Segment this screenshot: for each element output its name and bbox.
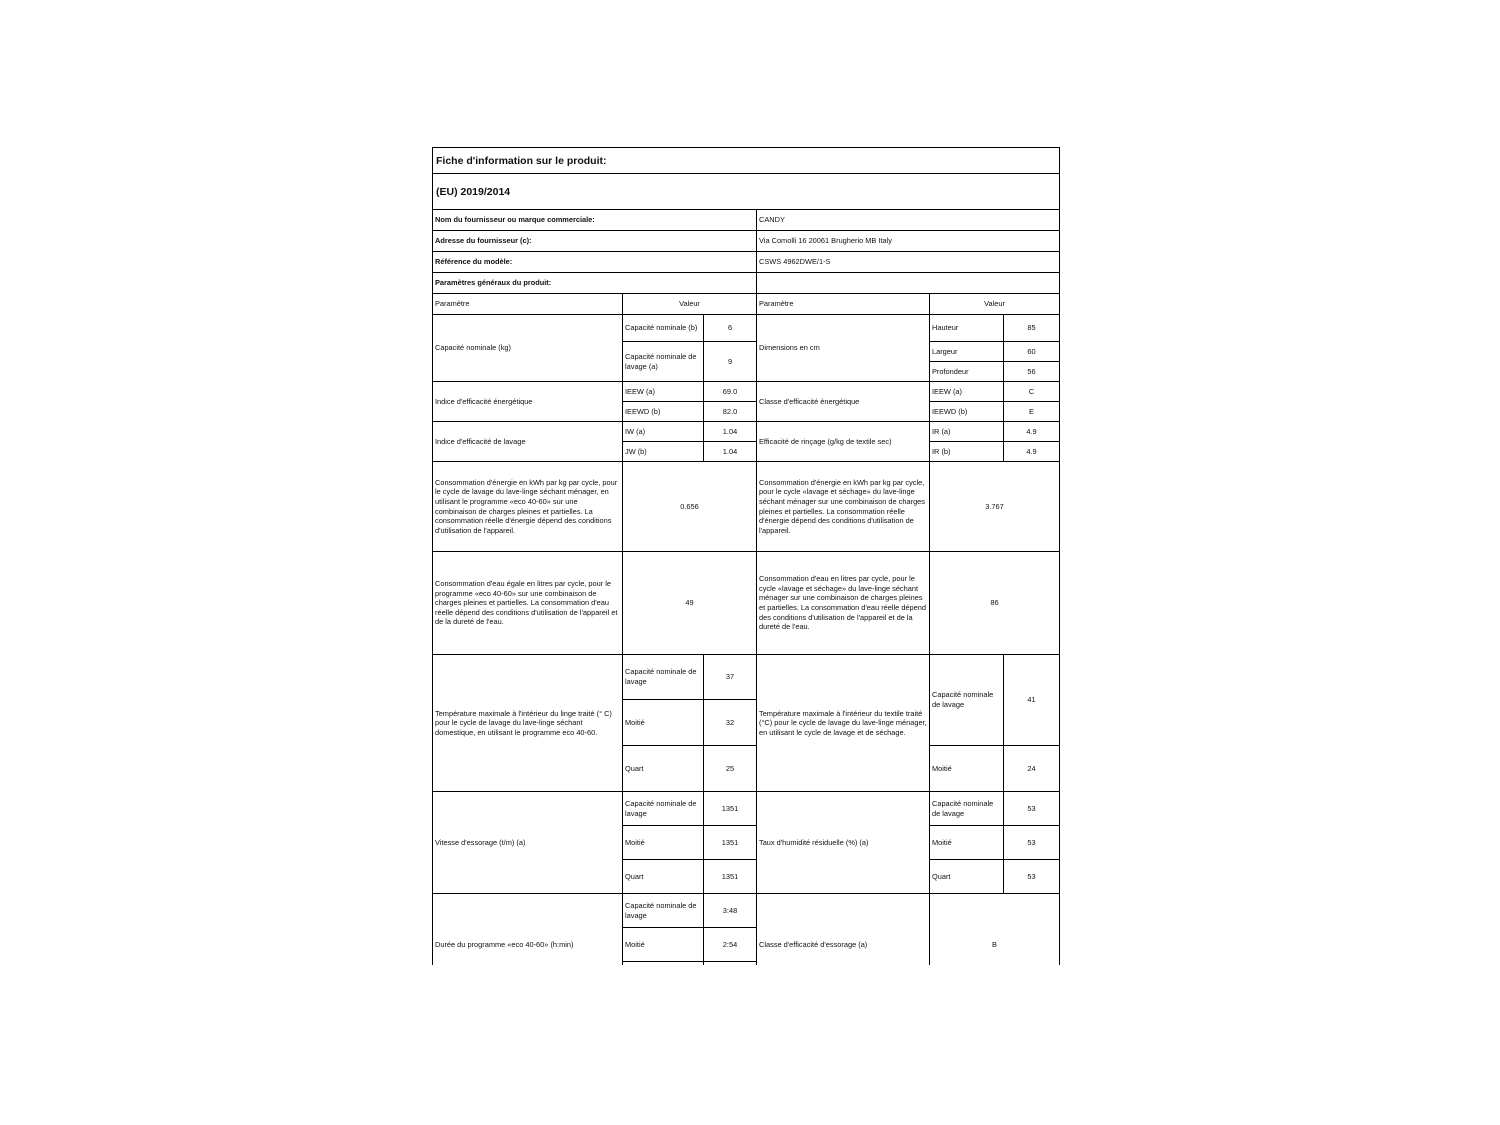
eei-label: Indice d'efficacité énergétique bbox=[433, 382, 623, 422]
temperature-val-1: 37 bbox=[704, 655, 757, 700]
table-row bbox=[433, 792, 1060, 826]
capacity-val-2: 9 bbox=[704, 342, 757, 382]
supplier-name-value: CANDY bbox=[757, 210, 1060, 231]
supplier-address-label: Adresse du fournisseur (c): bbox=[433, 231, 757, 252]
water-cons-label-2: Consommation d'eau en litres par cycle, pour le cycle «lavage et séchage» du lave-linge séchant ménager sur une combinaison de charges pleines et partielles. La consommation d'eau réelle dépend des conditions d'utilisation de l'appareil et de la dureté de l'eau. bbox=[757, 552, 930, 655]
regulation-reference: (EU) 2019/2014 bbox=[432, 173, 1060, 210]
moisture-val-3: 53 bbox=[1004, 860, 1060, 894]
table-row bbox=[433, 252, 1060, 273]
temperature-2-sub-2: Moitié bbox=[930, 746, 1004, 792]
energy-class-val-2: E bbox=[1004, 402, 1060, 422]
header-value: Valeur bbox=[623, 294, 757, 315]
duration-val-3-empty bbox=[704, 962, 757, 966]
moisture-val-2: 53 bbox=[1004, 826, 1060, 860]
depth-label: Profondeur bbox=[930, 362, 1004, 382]
temperature-2-val-1: 41 bbox=[1004, 655, 1060, 746]
spin-val-3: 1351 bbox=[704, 860, 757, 894]
spin-sub-1: Capacité nominale de lavage bbox=[623, 792, 704, 826]
duration-sub-2: Moitié bbox=[623, 928, 704, 962]
wash-eff-sub-1: IW (a) bbox=[623, 422, 704, 442]
depth-value: 56 bbox=[1004, 362, 1060, 382]
water-cons-value: 49 bbox=[623, 552, 757, 655]
energy-class-sub-2: IEEWD (b) bbox=[930, 402, 1004, 422]
temperature-val-2: 32 bbox=[704, 700, 757, 746]
table-row bbox=[433, 894, 1060, 928]
eei-val-2: 82.0 bbox=[704, 402, 757, 422]
duration-sub-3-empty bbox=[623, 962, 704, 966]
wash-eff-label: Indice d'efficacité de lavage bbox=[433, 422, 623, 462]
energy-cons-value: 0.656 bbox=[623, 462, 757, 552]
sheet-title: Fiche d'information sur le produit: bbox=[432, 147, 1060, 174]
temperature-sub-1: Capacité nominale de lavage bbox=[623, 655, 704, 700]
general-parameters-label: Paramètres généraux du produit: bbox=[433, 273, 757, 294]
capacity-sub-1: Capacité nominale (b) bbox=[623, 315, 704, 342]
rinse-eff-val-1: 4.9 bbox=[1004, 422, 1060, 442]
supplier-address-value: Via Comolli 16 20061 Brugherio MB Italy bbox=[757, 231, 1060, 252]
model-reference-label: Référence du modèle: bbox=[433, 252, 757, 273]
duration-val-1: 3:48 bbox=[704, 894, 757, 928]
dimensions-label: Dimensions en cm bbox=[757, 315, 930, 382]
energy-cons-label-2: Consommation d'énergie en kWh par kg par cycle, pour le cycle «lavage et séchage» du lave-linge séchant ménager sur une combinaison de charges pleines et partielles. La consommation réelle d'énergie dépend des conditions d'utilisation de l'appareil. bbox=[757, 462, 930, 552]
duration-label: Durée du programme «eco 40-60» (h:min) bbox=[433, 894, 623, 966]
table-row bbox=[433, 552, 1060, 655]
spin-sub-2: Moitié bbox=[623, 826, 704, 860]
moisture-sub-1: Capacité nominale de lavage bbox=[930, 792, 1004, 826]
table-row bbox=[433, 273, 1060, 294]
energy-cons-value-2: 3.767 bbox=[930, 462, 1060, 552]
temperature-label: Température maximale à l'intérieur du linge traité (° C) pour le cycle de lavage du lave-linge séchant domestique, en utilisant le programme eco 40-60. bbox=[433, 655, 623, 792]
temperature-label-2: Température maximale à l'intérieur du textile traité (°C) pour le cycle de lavage du lave-linge ménager, en utilisant le cycle de lavage et de séchage. bbox=[757, 655, 930, 792]
rinse-eff-sub-1: IR (a) bbox=[930, 422, 1004, 442]
header-value-2: Valeur bbox=[930, 294, 1060, 315]
width-label: Largeur bbox=[930, 342, 1004, 362]
spin-class-label: Classe d'efficacité d'essorage (a) bbox=[757, 894, 930, 966]
moisture-label: Taux d'humidité résiduelle (%) (a) bbox=[757, 792, 930, 894]
capacity-sub-2: Capacité nominale de lavage (a) bbox=[623, 342, 704, 382]
capacity-val-1: 6 bbox=[704, 315, 757, 342]
temperature-sub-3: Quart bbox=[623, 746, 704, 792]
product-information-sheet bbox=[432, 147, 1060, 965]
table-row bbox=[433, 655, 1060, 700]
temperature-2-sub-1: Capacité nominale de lavage bbox=[930, 655, 1004, 746]
height-value: 85 bbox=[1004, 315, 1060, 342]
energy-class-sub-1: IEEW (a) bbox=[930, 382, 1004, 402]
header-parameter: Paramètre bbox=[433, 294, 623, 315]
duration-val-2: 2:54 bbox=[704, 928, 757, 962]
model-reference-value: CSWS 4962DWE/1-S bbox=[757, 252, 1060, 273]
rinse-eff-label: Efficacité de rinçage (g/kg de textile sec) bbox=[757, 422, 930, 462]
spin-val-1: 1351 bbox=[704, 792, 757, 826]
capacity-label: Capacité nominale (kg) bbox=[433, 315, 623, 382]
wash-eff-val-1: 1.04 bbox=[704, 422, 757, 442]
table-row bbox=[433, 210, 1060, 231]
eei-sub-1: IEEW (a) bbox=[623, 382, 704, 402]
table-row bbox=[433, 382, 1060, 402]
energy-class-label: Classe d'efficacité énergétique bbox=[757, 382, 930, 422]
duration-sub-1: Capacité nominale de lavage bbox=[623, 894, 704, 928]
spin-class-value: B bbox=[930, 894, 1060, 966]
temperature-sub-2: Moitié bbox=[623, 700, 704, 746]
energy-cons-label: Consommation d'énergie en kWh par kg par cycle, pour le cycle de lavage du lave-linge séchant ménager, en utilisant le programme «eco 40-60» sur une combinaison de charges pleines et partielles. La consommation réelle d'énergie dépend des conditions d'utilisation de l'appareil. bbox=[433, 462, 623, 552]
water-cons-value-2: 86 bbox=[930, 552, 1060, 655]
eei-sub-2: IEEWD (b) bbox=[623, 402, 704, 422]
spin-sub-3: Quart bbox=[623, 860, 704, 894]
eei-val-1: 69.0 bbox=[704, 382, 757, 402]
header-parameter-2: Paramètre bbox=[757, 294, 930, 315]
height-label: Hauteur bbox=[930, 315, 1004, 342]
general-parameters-empty bbox=[757, 273, 1060, 294]
water-cons-label: Consommation d'eau égale en litres par cycle, pour le programme «eco 40-60» sur une combinaison de charges pleines et partielles. La consommation d'eau réelle dépend des conditions d'utilisation de l'appareil et de la dureté de l'eau. bbox=[433, 552, 623, 655]
table-row bbox=[433, 231, 1060, 252]
table-row bbox=[433, 315, 1060, 342]
spin-label: Vitesse d'essorage (t/m) (a) bbox=[433, 792, 623, 894]
temperature-val-3: 25 bbox=[704, 746, 757, 792]
table-row bbox=[433, 422, 1060, 442]
temperature-2-val-2: 24 bbox=[1004, 746, 1060, 792]
moisture-val-1: 53 bbox=[1004, 792, 1060, 826]
wash-eff-sub-2: JW (b) bbox=[623, 442, 704, 462]
product-parameters-table bbox=[432, 209, 1060, 965]
rinse-eff-sub-2: IR (b) bbox=[930, 442, 1004, 462]
moisture-sub-3: Quart bbox=[930, 860, 1004, 894]
moisture-sub-2: Moitié bbox=[930, 826, 1004, 860]
table-header-row bbox=[433, 294, 1060, 315]
energy-class-val-1: C bbox=[1004, 382, 1060, 402]
spin-val-2: 1351 bbox=[704, 826, 757, 860]
table-row bbox=[433, 462, 1060, 552]
wash-eff-val-2: 1.04 bbox=[704, 442, 757, 462]
supplier-name-label: Nom du fournisseur ou marque commerciale: bbox=[433, 210, 757, 231]
width-value: 60 bbox=[1004, 342, 1060, 362]
rinse-eff-val-2: 4.9 bbox=[1004, 442, 1060, 462]
